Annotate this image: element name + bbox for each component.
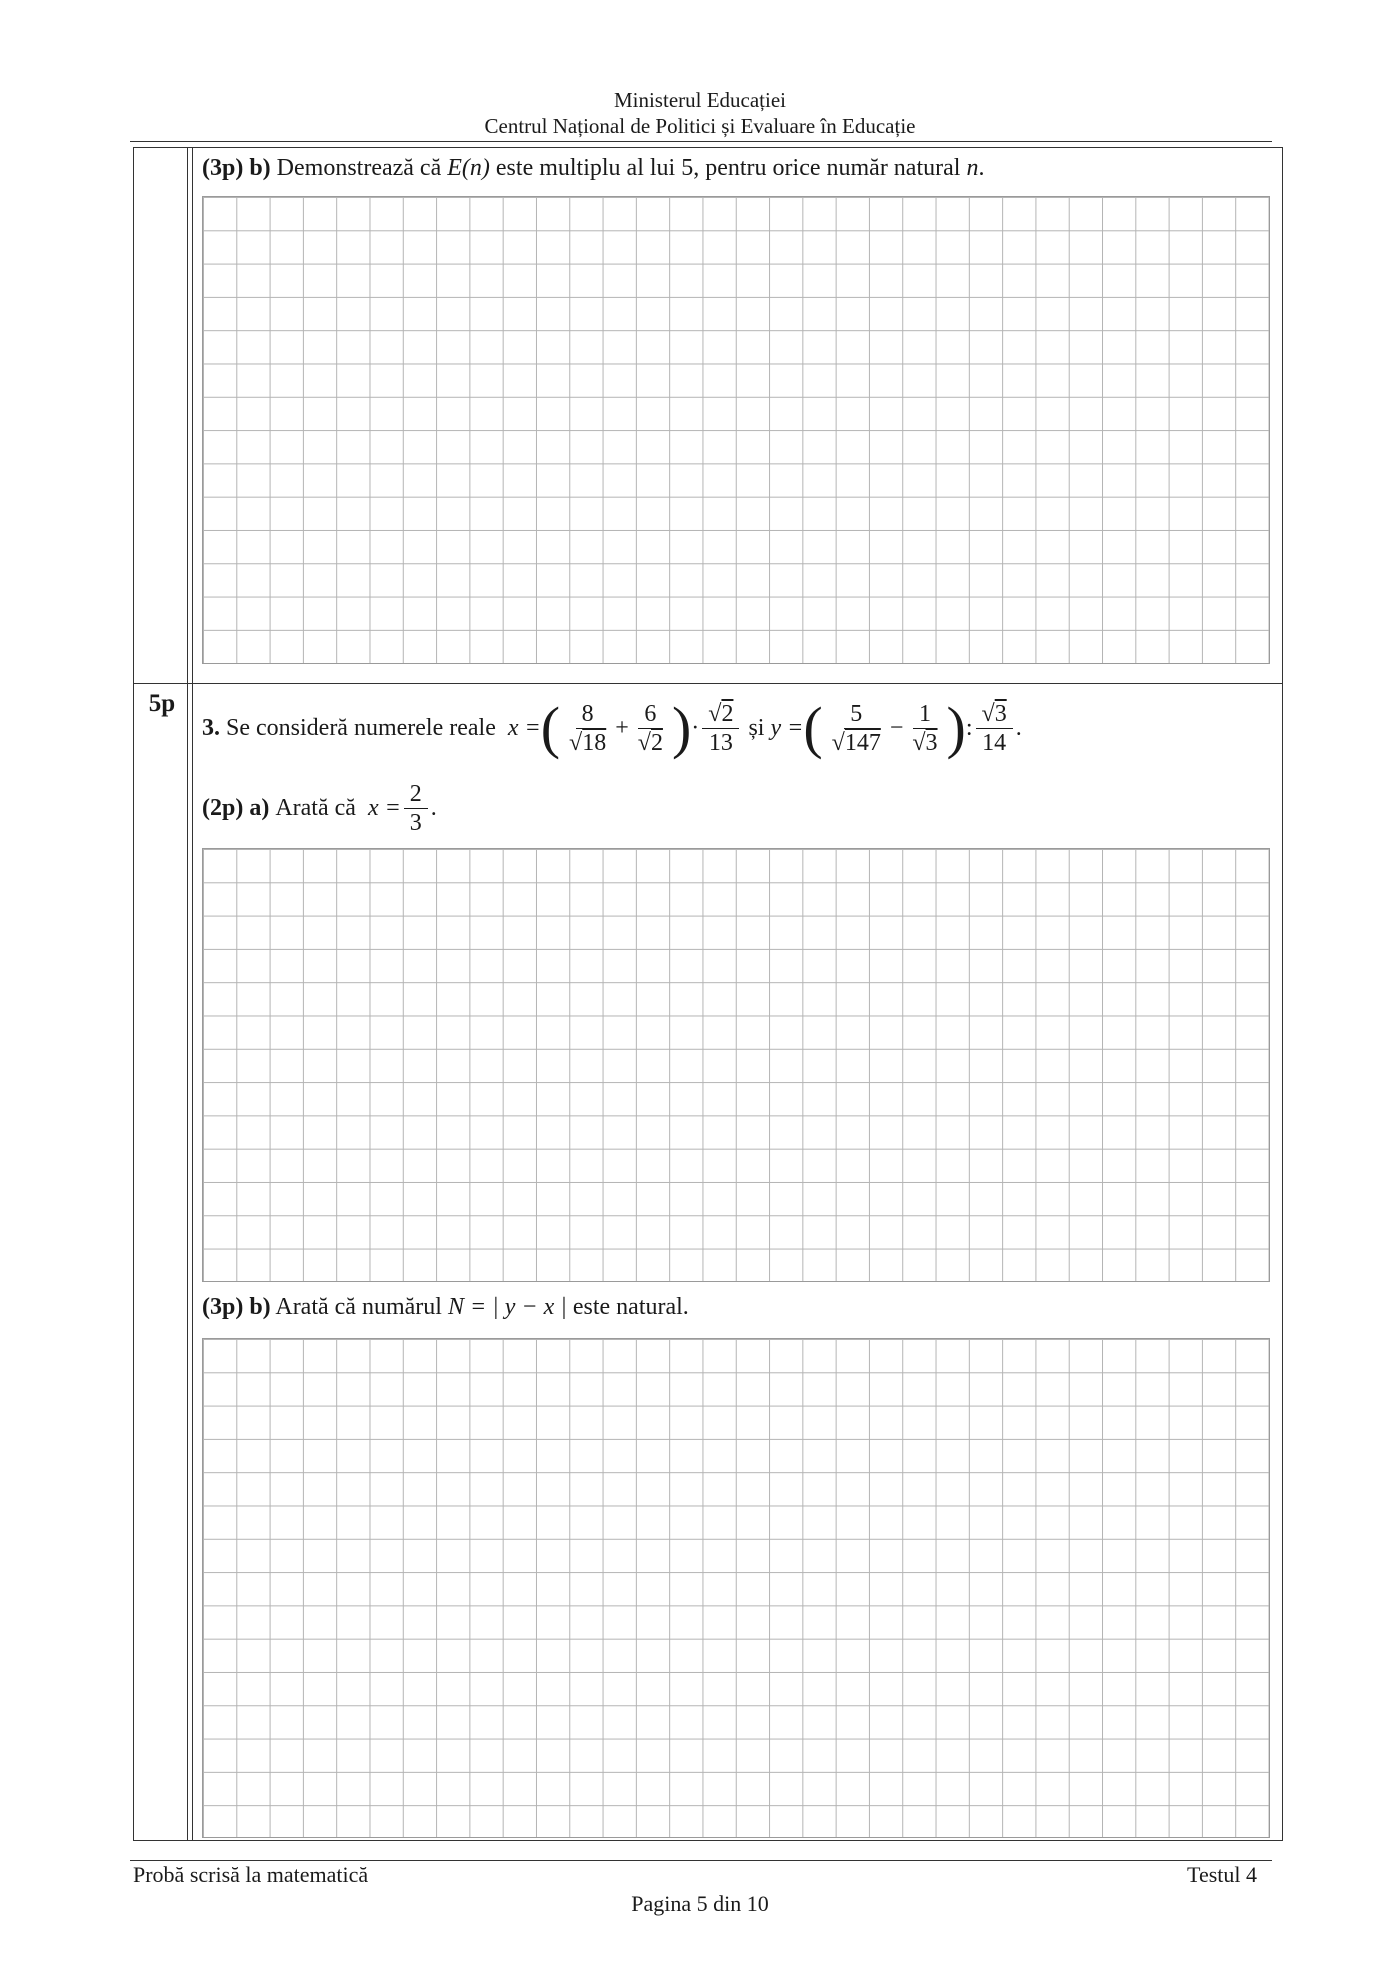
header-rule <box>130 141 1272 142</box>
fraction <box>404 780 428 837</box>
denominator: √3 <box>912 729 938 756</box>
radicand: 18 <box>582 729 607 756</box>
numerator: 8 <box>576 700 600 729</box>
problem-intro: Se consideră numerele reale <box>226 714 496 741</box>
statement-text: Arată că <box>275 794 356 821</box>
fraction <box>976 700 1013 757</box>
x-label: x = <box>367 794 401 821</box>
denominator: √2 <box>637 729 663 756</box>
x-label: x = <box>507 714 541 741</box>
denominator: √18 <box>569 729 607 756</box>
left-paren: ( <box>540 695 561 760</box>
statement-text: Arată că numărul <box>275 1294 442 1320</box>
punctuation: . <box>1015 714 1022 741</box>
statement-text: , pentru orice număr natural <box>693 155 961 181</box>
page-number: Pagina 5 din 10 <box>631 1891 769 1916</box>
denominator: 3 <box>409 809 422 836</box>
expression: E(n) <box>447 155 490 181</box>
answer-grid-top[interactable] <box>202 196 1270 664</box>
colon-operator: : <box>965 714 973 741</box>
score-label: 5p <box>148 690 176 717</box>
statement-text: este natural. <box>572 1294 689 1320</box>
answer-grid-part-a[interactable] <box>202 848 1270 1282</box>
numerator: 1 <box>913 700 937 729</box>
variable: n <box>966 155 979 181</box>
numerator: √3 <box>976 700 1013 729</box>
left-paren: ( <box>803 695 823 760</box>
fraction <box>702 700 739 757</box>
radicand: 3 <box>994 700 1007 727</box>
denominator: √147 <box>831 729 881 756</box>
radicand: 2 <box>721 700 734 727</box>
denominator: 14 <box>982 729 1007 756</box>
score-column-divider-2 <box>192 147 193 1841</box>
answer-grid-part-b[interactable] <box>202 1338 1270 1838</box>
points-label: (3p) b) <box>202 155 271 181</box>
radicand: 2 <box>650 729 663 756</box>
test-number: Testul 4 <box>1187 1862 1257 1887</box>
problem3-statement <box>202 690 1022 766</box>
radicand: 3 <box>925 729 938 756</box>
radicand: 147 <box>844 729 881 756</box>
dot-operator: · <box>691 714 700 741</box>
exam-title: Probă scrisă la matematică <box>133 1862 369 1887</box>
statement-text: este multiplu al lui <box>495 155 676 181</box>
numerator: 2 <box>404 780 428 809</box>
problem-number: 3. <box>202 714 220 741</box>
part-a-statement <box>202 776 437 840</box>
number: 5 <box>681 155 694 181</box>
conjunction: și <box>748 714 765 741</box>
minus-sign: − <box>889 714 904 741</box>
row-separator <box>133 683 1283 684</box>
expression: N = | y − x | <box>447 1294 567 1320</box>
plus-sign: + <box>615 714 629 741</box>
footer-rule <box>130 1860 1272 1861</box>
center-name: Centrul Național de Politici și Evaluare în Educație <box>484 114 916 138</box>
numerator: 5 <box>844 700 868 729</box>
fraction <box>632 700 669 757</box>
ministry-name: Ministerul Educației <box>613 88 787 112</box>
fraction <box>906 700 943 757</box>
score-column-divider-1 <box>187 147 188 1841</box>
points-label: (3p) b) <box>202 1294 271 1320</box>
part-b-statement <box>202 1294 689 1321</box>
part-b-top-statement <box>202 155 984 182</box>
right-paren: ) <box>946 695 966 760</box>
numerator: 6 <box>638 700 662 729</box>
punctuation: . <box>430 794 437 821</box>
right-paren: ) <box>671 695 692 760</box>
y-label: y = <box>770 714 804 741</box>
numerator: √2 <box>702 700 739 729</box>
statement-text: Demonstrează că <box>276 155 442 181</box>
points-label: (2p) a) <box>202 794 270 821</box>
denominator: 13 <box>708 729 733 756</box>
fraction <box>563 700 612 757</box>
fraction <box>826 700 887 757</box>
punctuation: . <box>978 155 985 181</box>
